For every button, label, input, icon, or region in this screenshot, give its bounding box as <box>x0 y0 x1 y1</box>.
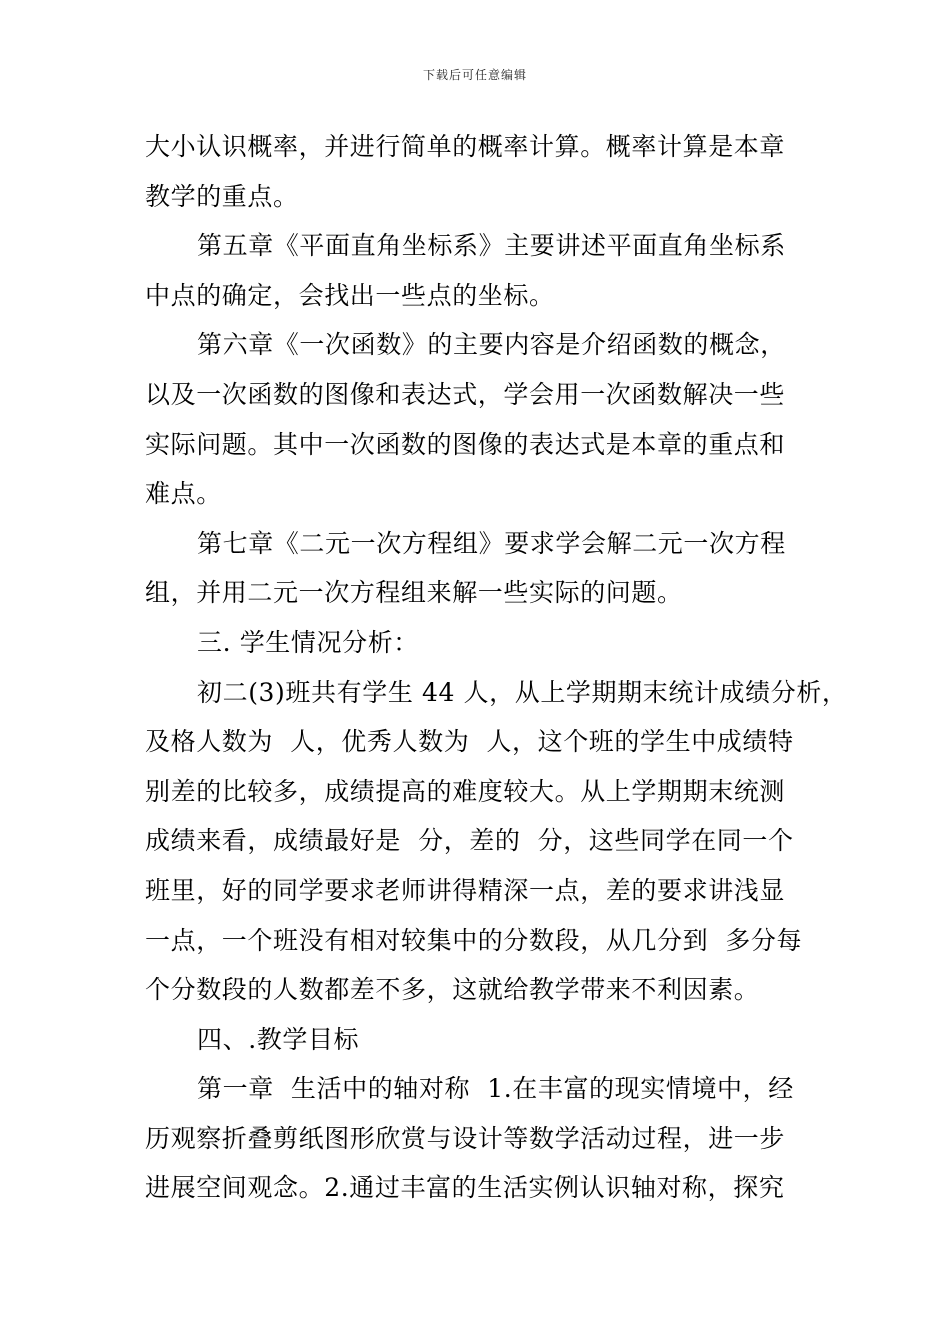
paragraph-student-analysis <box>145 668 848 1015</box>
text-line: 个分数段的人数都差不多，这就给教学带来不利因素。 <box>145 975 760 1005</box>
text-line: 别差的比较多，成绩提高的难度较大。从上学期期末统测 <box>145 776 786 806</box>
document-body <box>145 122 848 1213</box>
paragraph-chapter-5 <box>145 221 810 320</box>
text-line: 难点。 <box>145 479 222 509</box>
text-line: 实际问题。其中一次函数的图像的表达式是本章的重点和 <box>145 429 786 459</box>
text-line: 四、.教学目标 <box>197 1024 360 1054</box>
paragraph-probability <box>145 122 810 221</box>
text-line: 及格人数为 人，优秀人数为 人，这个班的学生中成绩特 <box>145 727 794 757</box>
text-line: 第一章 生活中的轴对称 1.在丰富的现实情境中，经 <box>197 1074 794 1104</box>
paragraph-chapter-7 <box>145 519 810 618</box>
text-line: 一点，一个班没有相对较集中的分数段，从几分到 多分每 <box>145 925 803 955</box>
text-line: 历观察折叠剪纸图形欣赏与设计等数学活动过程，进一步 <box>145 1123 786 1153</box>
text-line: 成绩来看，成绩最好是 分，差的 分，这些同学在同一个 <box>145 826 794 856</box>
text-line: 大小认识概率，并进行简单的概率计算。概率计算是本章 <box>145 132 786 161</box>
text-line: 班里，好的同学要求老师讲得精深一点，差的要求讲浅显 <box>145 875 786 905</box>
text-line: 以及一次函数的图像和表达式，学会用一次函数解决一些 <box>145 379 786 409</box>
text-line: 三. 学生情况分析： <box>197 627 419 657</box>
header-note: 下载后可任意编辑 <box>422 68 527 82</box>
paragraph-chapter-6 <box>145 320 810 518</box>
text-line: 教学的重点。 <box>145 181 299 211</box>
text-line: 组，并用二元一次方程组来解一些实际的问题。 <box>145 578 683 608</box>
text-line: 初二(3)班共有学生 44 人，从上学期期末统计成绩分析， <box>197 677 848 707</box>
text-line: 第六章《一次函数》的主要内容是介绍函数的概念， <box>197 330 786 360</box>
text-line: 第五章《平面直角坐标系》主要讲述平面直角坐标系 <box>197 231 786 261</box>
text-line: 第七章《二元一次方程组》要求学会解二元一次方程 <box>197 528 786 558</box>
paragraph-chapter-1-goals <box>145 1064 810 1213</box>
section-heading-student-analysis <box>145 618 810 668</box>
section-heading-teaching-goals <box>145 1015 810 1065</box>
text-line: 进展空间观念。2.通过丰富的生活实例认识轴对称，探究 <box>145 1173 785 1203</box>
text-line: 中点的确定，会找出一些点的坐标。 <box>145 280 555 310</box>
